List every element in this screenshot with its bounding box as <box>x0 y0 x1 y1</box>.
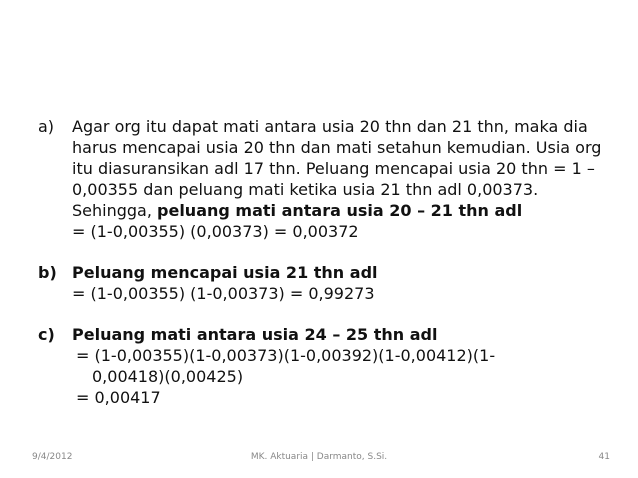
footer-date: 9/4/2012 <box>32 452 73 462</box>
item-a-line-6: = (1-0,00355) (0,00373) = 0,00372 <box>72 222 359 241</box>
item-a-line-5-bold: peluang mati antara usia 20 – 21 thn adl <box>157 201 523 220</box>
item-c-line-2: = (1-0,00355)(1-0,00373)(1-0,00392)(1-0,00412)(1- <box>76 346 496 365</box>
footer-center: MK. Aktuaria | Darmanto, S.Si. <box>250 452 388 462</box>
item-a-line-3: itu diasuransikan adl 17 thn. Peluang mencapai usia 20 thn = 1 – <box>72 159 595 178</box>
item-b-marker: b) <box>38 263 57 282</box>
item-b-line-2: = (1-0,00355) (1-0,00373) = 0,99273 <box>72 284 375 303</box>
item-a-line-2: harus mencapai usia 20 thn dan mati setahun kemudian. Usia org <box>72 138 602 157</box>
item-b-body <box>72 262 632 304</box>
item-c-body <box>72 324 632 408</box>
item-b-line-1: Peluang mencapai usia 21 thn adl <box>72 263 378 282</box>
item-a-line-5-plain: Sehingga, <box>72 201 158 220</box>
item-a-marker: a) <box>38 117 55 136</box>
footer-page-number: 41 <box>598 452 610 462</box>
item-c-line-1: Peluang mati antara usia 24 – 25 thn adl <box>72 325 438 344</box>
item-a-body <box>72 116 632 242</box>
item-a-line-4: 0,00355 dan peluang mati ketika usia 21 thn adl 0,00373. <box>72 180 539 199</box>
item-a-line-1: Agar org itu dapat mati antara usia 20 thn dan 21 thn, maka dia <box>72 117 588 136</box>
item-c-line-3: 0,00418)(0,00425) <box>92 367 244 386</box>
item-c-marker: c) <box>38 325 55 344</box>
item-c-line-4: = 0,00417 <box>76 388 161 407</box>
item-a-line-5 <box>72 200 632 221</box>
